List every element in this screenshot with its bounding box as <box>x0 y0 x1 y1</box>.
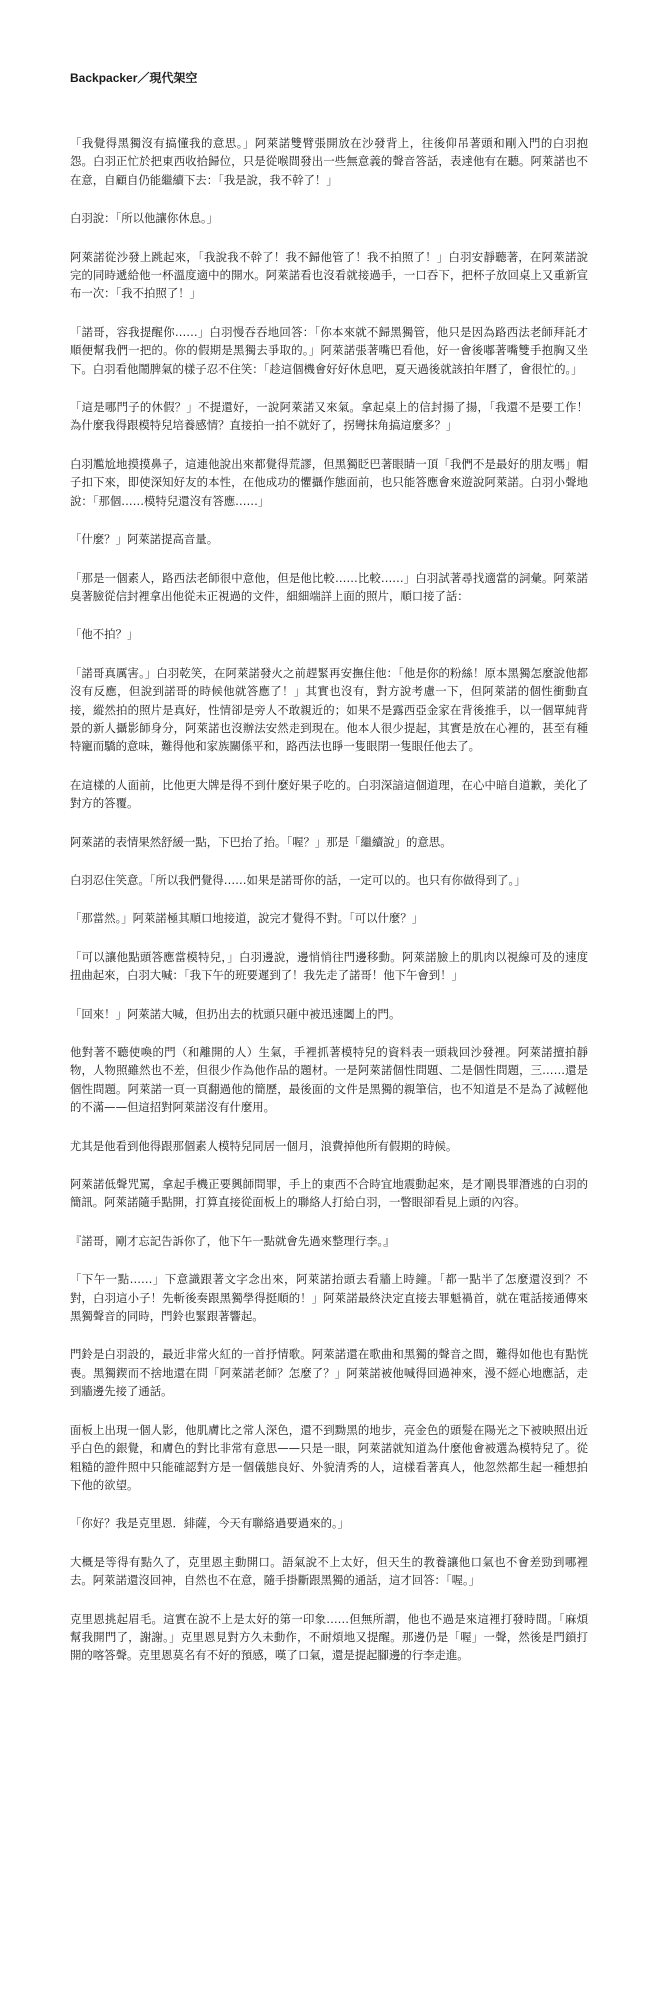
paragraph: 阿萊諾從沙發上跳起來，「我說我不幹了！我不歸他管了！我不拍照了！」白羽安靜聽著，在阿萊諾說完的同時遞給他一杯溫度適中的開水。阿萊諾看也沒看就接過手，一口吞下，把杯子放回桌上又重新宣布一次：「我不拍照了！」 <box>70 249 588 301</box>
document-title: Backpacker／現代架空 <box>70 71 198 85</box>
paragraph: 「可以讓他點頭答應當模特兒，」白羽邊說，邊悄悄往門邊移動。阿萊諾臉上的肌肉以視線可及的速度扭曲起來，白羽大喊：「我下午的班要遲到了！我先走了諾哥！他下午會到！」 <box>70 949 588 983</box>
paragraph: 「諾哥，容我提醒你……」白羽慢吞吞地回答：「你本來就不歸黑獨管，他只是因為路西法老師拜託才順便幫我們一把的。你的假期是黑獨去爭取的。」阿萊諾張著嘴巴看他，好一會後嘟著嘴雙手抱胸又坐下。白羽看他鬧脾氣的樣子忍不住笑：「趁這個機會好好休息吧，夏天過後就該拍年曆了，會很忙的。」 <box>70 324 588 376</box>
paragraph: 白羽尷尬地摸摸鼻子，這連他說出來都覺得荒謬，但黑獨眨巴著眼睛一頂「我們不是最好的朋友嗎」帽子扣下來，即使深知好友的本性，在他成功的懼攝作態面前，也只能答應會來遊說阿萊諾。白羽小聲地說：「那個……模特兒還沒有答應……」 <box>70 456 588 508</box>
paragraph: 「你好？我是克里恩．緋薩，今天有聯絡過要過來的。」 <box>70 1516 350 1531</box>
paragraph: 阿萊諾低聲咒罵，拿起手機正要興師問罪，手上的東西不合時宜地震動起來，是才剛畏罪潛逃的白羽的簡訊。阿萊諾隨手點開，打算直接從面板上的聯絡人打給白羽，一瞥眼卻看見上頭的內容。 <box>70 1177 588 1210</box>
paragraph: 「諾哥真厲害。」白羽乾笑，在阿萊諾發火之前趕緊再安撫住他：「他是你的粉絲！原本黑獨怎麼說他都沒有反應，但說到諾哥的時候他就答應了！」其實也沒有，對方說考慮一下，但阿萊諾的個性衝動直接，縱然拍的照片是真好，性情卻是旁人不敢親近的；如果不是露西亞金家在背後推手，以一個單純背景的新人攝影師身分，阿萊諾也沒辦法安然走到現在。他本人很少提起，其實是放在心裡的，甚至有種特寵而驕的意味，難得他和家族關係平和，路西法也睜一隻眼閉一隻眼任他去了。 <box>70 665 588 754</box>
paragraph: 「回來！」阿萊諾大喊，但扔出去的枕頭只砸中被迅速闔上的門。 <box>70 1006 401 1021</box>
paragraph: 「什麼？」阿萊諾提高音量。 <box>70 532 219 547</box>
paragraph: 面板上出現一個人影，他肌膚比之常人深色，還不到黝黑的地步，亮金色的頭髮在陽光之下被映照出近乎白色的銀覺，和膚色的對比非常有意思——只是一眼，阿萊諾就知道為什麼他會被選為模特兒了。從粗糙的證件照中只能確認對方是一個儀態良好、外貌清秀的人，這樣看著真人，他忽然都生起一種想拍下他的欲望。 <box>70 1422 588 1492</box>
paragraph: 白羽說：「所以他讓你休息。」 <box>70 211 219 226</box>
paragraph: 「下午一點……」下意識跟著文字念出來，阿萊諾抬頭去看牆上時鐘。「都一點半了怎麼還沒到？不對，白羽這小子！先斬後奏跟黑獨學得挺順的！」阿萊諾最終決定直接去罪魁禍首，就在電話接通傳來黑獨聲音的同時，門鈴也緊跟著響起。 <box>70 1272 588 1324</box>
paragraph: 「那當然。」阿萊諾極其順口地接道，說完才覺得不對。「可以什麼？」 <box>70 911 424 926</box>
document-body <box>70 134 588 1665</box>
paragraph: 在這樣的人面前，比他更大牌是得不到什麼好果子吃的。白羽深諳這個道理，在心中暗自道歉，美化了對方的答覆。 <box>70 777 588 811</box>
paragraph: 「我覺得黑獨沒有搞懂我的意思。」阿萊諾雙臂張開放在沙發背上，往後仰吊著頭和剛入門的白羽抱怨。白羽正忙於把東西收拾歸位，只是從喉間發出一些無意義的聲音答話，表達他有在聽。阿萊諾也不在意，自顧自仍能繼續下去：「我是說，我不幹了！」 <box>70 136 588 187</box>
paragraph: 門鈴是白羽設的，最近非常火紅的一首抒情歌。阿萊諾還在歌曲和黑獨的聲音之間，難得如他也有點恍喪。黑獨鍥而不捨地還在問「阿萊諾老師？怎麼了？」阿萊諾被他喊得回過神來，漫不經心地應話，走到牆邊先接了通話。 <box>70 1347 588 1399</box>
paragraph: 克里恩挑起眉毛。這實在說不上是太好的第一印象……但無所謂，他也不過是來這裡打發時間。「麻煩幫我開門了，謝謝。」克里恩見對方久未動作，不耐煩地又提醒。那邊仍是「喔」一聲，然後是門鎖打開的喀答聲。克里恩莫名有不好的預感，嘆了口氣，還是提起腳邊的行李走進。 <box>70 1611 588 1663</box>
paragraph: 「那是一個素人，路西法老師很中意他，但是他比較……比較……」白羽試著尋找適當的詞彙。阿萊諾臭著臉從信封裡拿出他從未正視過的文件，細細端詳上面的照片，順口接了話： <box>70 570 588 603</box>
paragraph: 「他不拍？」 <box>70 627 139 642</box>
paragraph: 「這是哪門子的休假？」不提還好，一說阿萊諾又來氣。拿起桌上的信封揚了揚，「我還不是要工作！為什麼我得跟模特兒培養感情？直接拍一拍不就好了，拐彎抹角搞這麼多？」 <box>70 400 588 433</box>
paragraph: 白羽忍住笑意。「所以我們覺得……如果是諾哥你的話，一定可以的。也只有你做得到了。」 <box>70 872 526 887</box>
paragraph: 大概是等得有點久了，克里恩主動開口。語氣說不上太好，但天生的教養讓他口氣也不會差勁到哪裡去。阿萊諾還沒回神，自然也不在意，隨手掛斷跟黑獨的通話，這才回答：「喔。」 <box>70 1554 588 1588</box>
paragraph: 阿萊諾的表情果然舒緩一點，下巴抬了抬。「喔？」那是「繼續說」的意思。 <box>70 834 452 849</box>
paragraph: 尤其是他看到他得跟那個素人模特兒同居一個月，浪費掉他所有假期的時候。 <box>70 1138 458 1153</box>
paragraph: 他對著不聽使喚的門（和離開的人）生氣，手裡抓著模特兒的資料表一頭栽回沙發裡。阿萊諾擅拍靜物，人物照雖然也不差，但很少作為他作品的題材。一是阿萊諾個性問題、二是個性問題，三……還是個性問題。阿萊諾一頁一頁翻過他的簡歷，最後面的文件是黑獨的親筆信，也不知道是不是為了減輕他的不滿——但這招對阿萊諾沒有什麼用。 <box>70 1045 588 1115</box>
paragraph: 『諾哥，剛才忘記告訴你了，他下午一點就會先過來整理行李。』 <box>70 1233 395 1248</box>
